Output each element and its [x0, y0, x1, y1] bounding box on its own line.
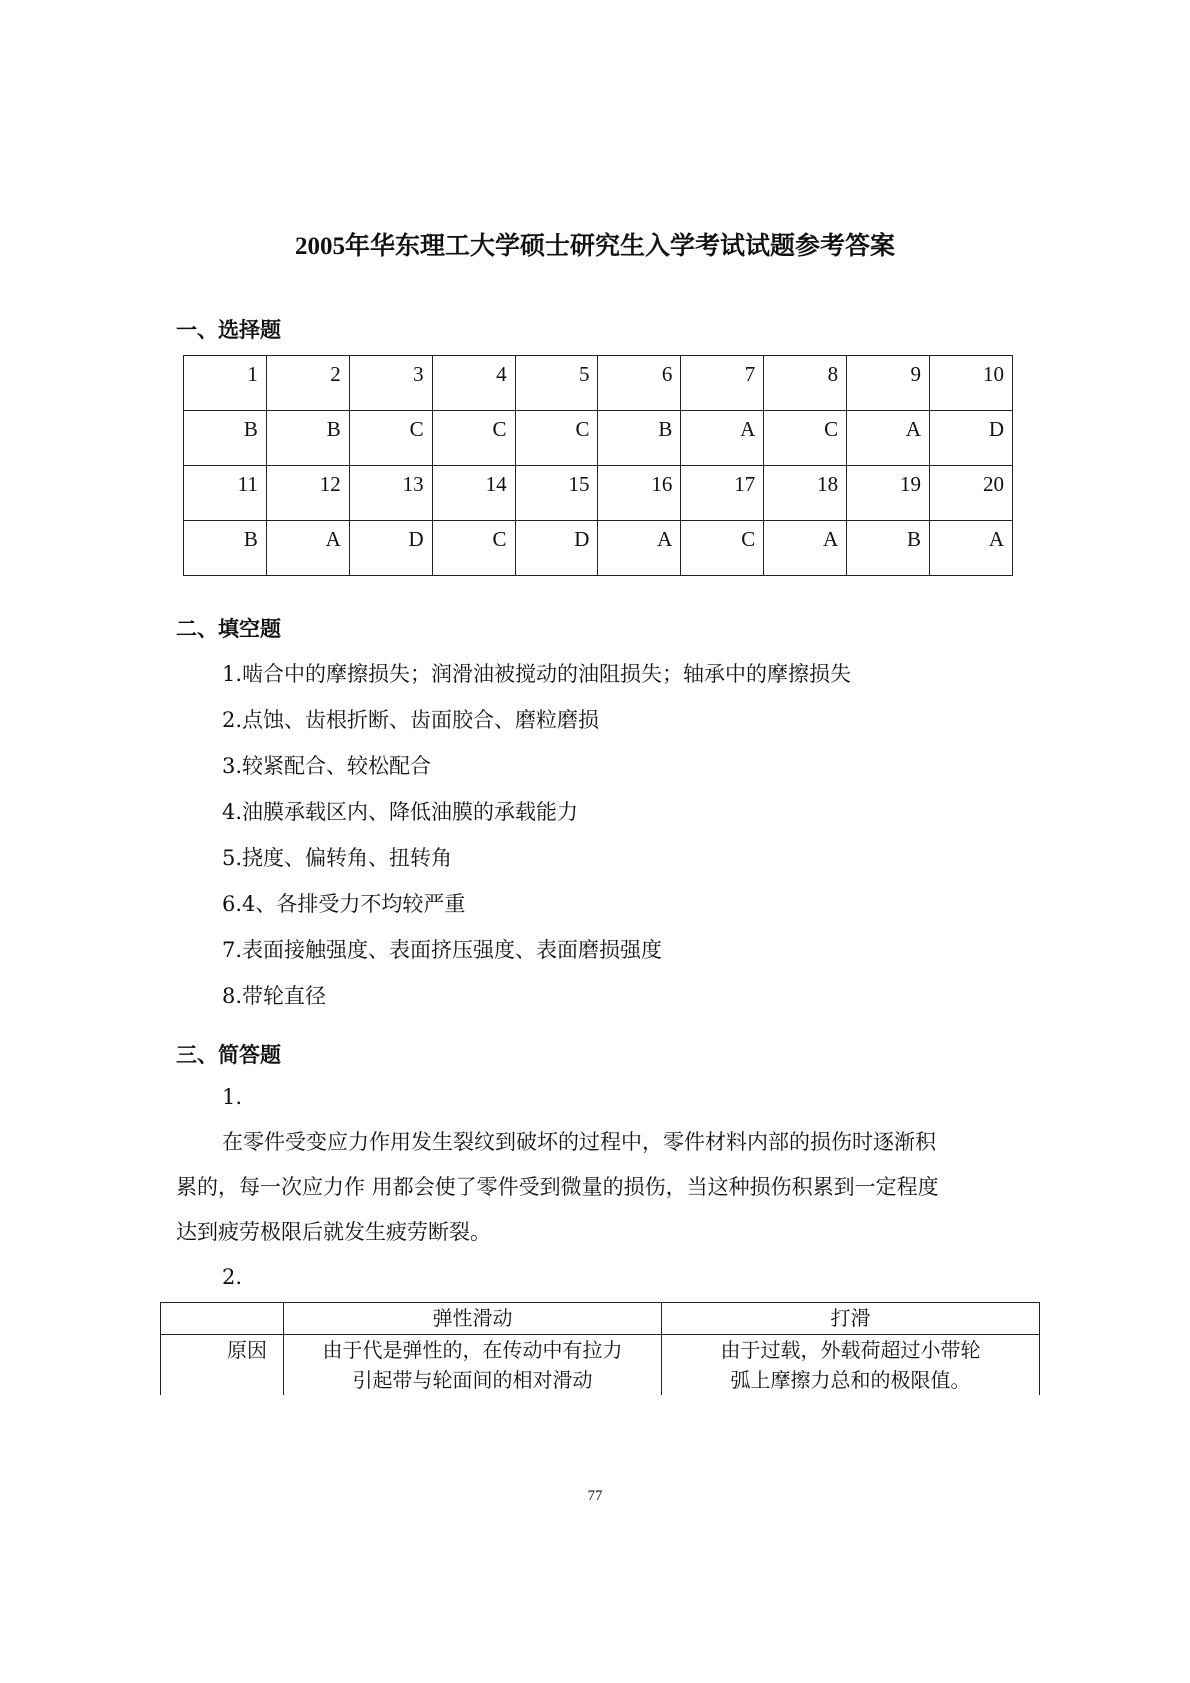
table-row — [184, 521, 1013, 576]
paragraph-line: 在零件受变应力作用发生裂纹到破坏的过程中，零件材料内部的损伤时逐渐积 — [222, 1130, 936, 1154]
question-1-answer — [176, 1120, 1026, 1255]
table-cell: A — [930, 521, 1013, 576]
table-cell: C — [681, 521, 764, 576]
table-cell — [284, 1335, 662, 1396]
question-1-label: 1. — [222, 1085, 243, 1109]
list-item: 3.较紧配合、较松配合 — [222, 754, 432, 778]
table-cell: A — [681, 411, 764, 466]
table-cell: 7 — [681, 356, 764, 411]
table-cell: 17 — [681, 466, 764, 521]
table-cell: 18 — [764, 466, 847, 521]
list-item: 6.4、各排受力不均较严重 — [222, 892, 466, 916]
table-cell: A — [598, 521, 681, 576]
table-cell: C — [764, 411, 847, 466]
table-cell: C — [432, 521, 515, 576]
list-item: 1.啮合中的摩擦损失；润滑油被搅动的油阻损失；轴承中的摩擦损失 — [222, 662, 852, 686]
list-item: 5.挠度、偏转角、扭转角 — [222, 846, 453, 870]
row-label: 原因 — [161, 1335, 284, 1396]
table-cell: B — [184, 411, 267, 466]
table-header-row — [161, 1303, 1040, 1335]
table-cell: 14 — [432, 466, 515, 521]
cell-line: 由于过载，外载荷超过小带轮 — [720, 1338, 981, 1362]
page-number: 77 — [587, 1488, 603, 1504]
table-cell: 6 — [598, 356, 681, 411]
paragraph-line: 累的，每一次应力作 用都会使了零件受到微量的损伤，当这种损伤积累到一定程度 — [176, 1175, 939, 1199]
table-cell: D — [349, 521, 432, 576]
list-item: 8.带轮直径 — [222, 984, 327, 1008]
table-cell: 2 — [266, 356, 349, 411]
table-cell: B — [598, 411, 681, 466]
table-cell — [662, 1335, 1040, 1396]
cell-line: 由于代是弹性的，在传动中有拉力 — [322, 1338, 623, 1362]
table-cell: 20 — [930, 466, 1013, 521]
table-row — [184, 411, 1013, 466]
table-cell: 8 — [764, 356, 847, 411]
comparison-table — [160, 1302, 1040, 1395]
table-cell: C — [432, 411, 515, 466]
table-cell: 16 — [598, 466, 681, 521]
table-cell: B — [847, 521, 930, 576]
table-cell: D — [515, 521, 598, 576]
answer-table — [183, 355, 1013, 576]
paragraph-line: 达到疲劳极限后就发生疲劳断裂。 — [176, 1220, 491, 1244]
table-cell: A — [266, 521, 349, 576]
list-item: 4.油膜承载区内、降低油膜的承载能力 — [222, 800, 579, 824]
list-item: 7.表面接触强度、表面挤压强度、表面磨损强度 — [222, 938, 663, 962]
cell-line: 弧上摩擦力总和的极限值。 — [730, 1368, 971, 1392]
table-cell: 4 — [432, 356, 515, 411]
table-header-cell: 弹性滑动 — [284, 1303, 662, 1335]
document-title: 2005年华东理工大学硕士研究生入学考试试题参考答案 — [294, 233, 895, 260]
table-cell: C — [349, 411, 432, 466]
table-cell: 10 — [930, 356, 1013, 411]
list-item: 2.点蚀、齿根折断、齿面胶合、磨粒磨损 — [222, 708, 600, 732]
section-heading-fill-in: 二、填空题 — [176, 617, 281, 641]
table-cell: C — [515, 411, 598, 466]
table-cell: 1 — [184, 356, 267, 411]
table-row — [184, 466, 1013, 521]
table-row — [184, 356, 1013, 411]
table-header-cell — [161, 1303, 284, 1335]
table-header-cell: 打滑 — [662, 1303, 1040, 1335]
table-row — [161, 1335, 1040, 1396]
table-cell: 13 — [349, 466, 432, 521]
table-cell: 9 — [847, 356, 930, 411]
table-cell: 3 — [349, 356, 432, 411]
section-heading-multiple-choice: 一、选择题 — [176, 318, 281, 342]
table-cell: 19 — [847, 466, 930, 521]
question-2-label: 2. — [222, 1265, 243, 1289]
table-cell: 12 — [266, 466, 349, 521]
table-cell: B — [184, 521, 267, 576]
table-cell: A — [847, 411, 930, 466]
table-cell: A — [764, 521, 847, 576]
cell-line: 引起带与轮面间的相对滑动 — [352, 1368, 593, 1392]
table-cell: 15 — [515, 466, 598, 521]
table-cell: B — [266, 411, 349, 466]
table-cell: 11 — [184, 466, 267, 521]
table-cell: 5 — [515, 356, 598, 411]
section-heading-short-answer: 三、简答题 — [176, 1043, 281, 1067]
table-cell: D — [930, 411, 1013, 466]
